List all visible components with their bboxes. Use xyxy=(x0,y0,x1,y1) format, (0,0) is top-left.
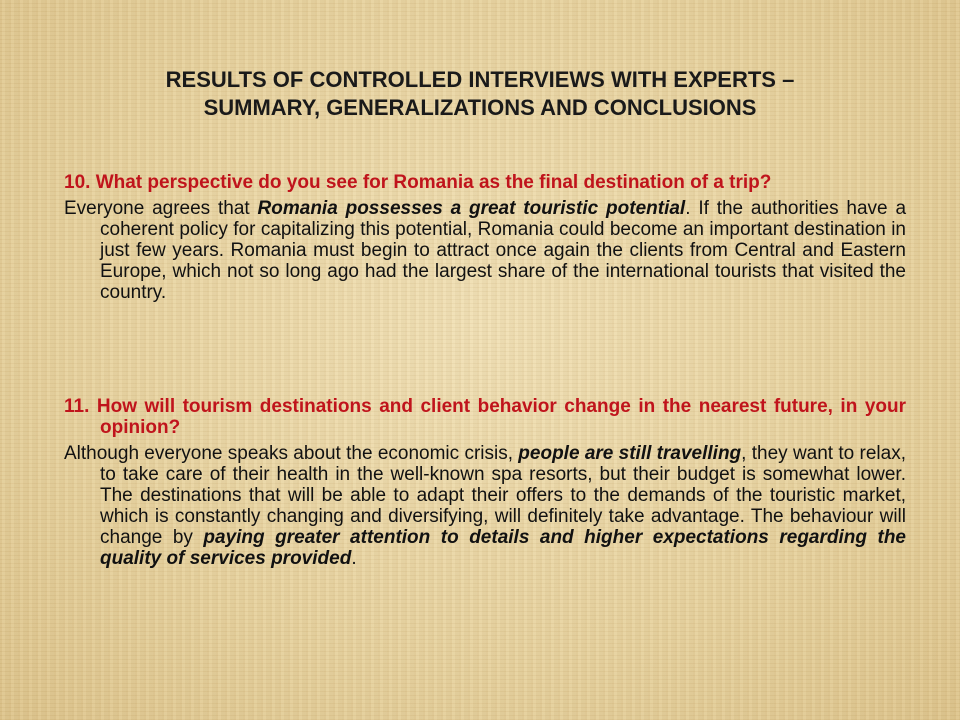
answer-11-text-2: , they want to relax, to take care of their health in the well-known spa resorts, but their budget is somewhat lower. The destinations that will be able to adapt their offers to the demands of the touristic market, which is constantly changing and diversifying, will definitely take advantage. The behaviour will change by xyxy=(100,443,906,548)
answer-11-emphasis-2: paying greater attention to details and higher expectations regarding the quality of services provided xyxy=(100,527,906,569)
question-11: 11. How will tourism destinations and client behavior change in the nearest future, in your opinion? xyxy=(64,396,906,438)
slide-title-line-1: RESULTS OF CONTROLLED INTERVIEWS WITH EXPERTS – xyxy=(165,67,795,92)
question-block-11 xyxy=(64,396,906,569)
answer-11-text-3: . xyxy=(351,548,357,569)
question-10: 10. What perspective do you see for Romania as the final destination of a trip? xyxy=(64,172,772,193)
slide-title xyxy=(60,66,900,122)
answer-11 xyxy=(64,443,906,569)
slide-title-line-2: SUMMARY, GENERALIZATIONS AND CONCLUSIONS xyxy=(203,95,757,120)
answer-11-text-1: Although everyone speaks about the economic crisis, xyxy=(64,443,519,464)
answer-10-text-1: Everyone agrees that xyxy=(64,198,258,219)
answer-10-emphasis-1: Romania possesses a great touristic potential xyxy=(257,198,686,219)
answer-10 xyxy=(64,198,906,303)
answer-10-text-2: . If the authorities have a coherent policy for capitalizing this potential, Romania could become an important destination in just few years. Romania must begin to attract once again the clients from Central and Eastern Europe, which not so long ago had the largest share of the international tourists that visited the country. xyxy=(100,198,907,303)
question-block-10 xyxy=(64,172,906,303)
answer-11-emphasis-1: people are still travelling xyxy=(518,443,742,464)
